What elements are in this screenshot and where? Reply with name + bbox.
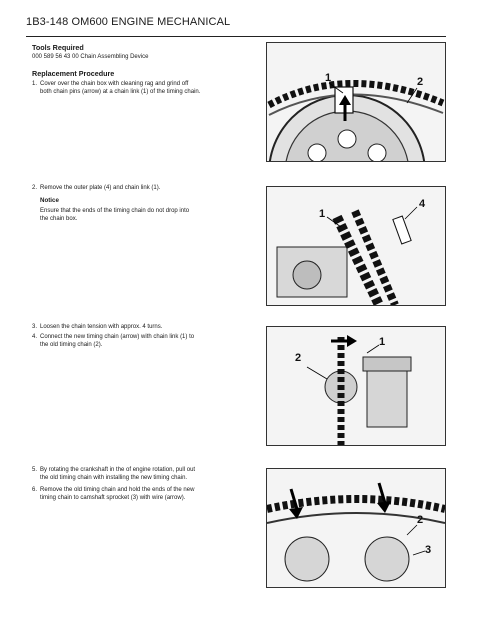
figure-1-illustration (267, 43, 445, 161)
figure-1-callout-1: 1 (325, 72, 332, 84)
page-header (26, 14, 446, 37)
notice-line: the chain box. (40, 216, 78, 223)
notice-text (40, 207, 254, 223)
step-5 (32, 466, 254, 482)
step-text-line: both chain pins (arrow) at a chain link (1) of the timing chain. (40, 89, 201, 96)
figure-4-secure-chain-with-wire (266, 468, 446, 588)
figure-3-connect-new-chain (266, 326, 446, 446)
step-1 (32, 80, 254, 96)
notice-heading: Notice (40, 197, 59, 204)
figure-4-illustration (267, 469, 445, 587)
figure-2-illustration (267, 187, 445, 305)
step-2 (32, 184, 254, 192)
figure-1-callout-2: 2 (417, 76, 424, 88)
replacement-procedure-heading: Replacement Procedure (32, 69, 115, 78)
step-3 (32, 323, 254, 331)
tool-item: 000 589 56 43 00 Chain Assembling Device (32, 54, 149, 60)
figure-3-callout-1: 1 (379, 336, 386, 348)
step-4 (32, 333, 254, 349)
step-number: 1. (32, 81, 38, 87)
step-text-line: timing chain to camshaft sprocket (3) with wire (arrow). (40, 495, 186, 502)
figure-2-callout-4: 4 (419, 198, 426, 210)
step-number: 6. (32, 487, 38, 493)
step-text-line: the old timing chain (2). (40, 342, 103, 349)
step-text-line: Connect the new timing chain (arrow) with chain link (1) to (40, 334, 195, 340)
figure-3-illustration (267, 327, 445, 445)
step-text-line: Loosen the chain tension with approx. 4 turns. (40, 324, 163, 330)
step-number: 3. (32, 324, 38, 330)
figure-2-remove-outer-plate (266, 186, 446, 306)
figure-4-callout-3: 3 (425, 544, 432, 556)
figure-3-callout-2: 2 (295, 352, 302, 364)
step-text-line: Remove the outer plate (4) and chain link (1). (40, 185, 161, 191)
page-title: 1B3-148 OM600 ENGINE MECHANICAL (26, 16, 231, 28)
step-text-line: By rotating the crankshaft in the of engine rotation, pull out (40, 467, 196, 473)
step-number: 4. (32, 334, 38, 340)
step-text-line: Cover over the chain box with cleaning rag and grind off (40, 81, 189, 87)
step-text-line: the old timing chain with installing the new timing chain. (40, 475, 188, 482)
step-number: 5. (32, 467, 38, 473)
tools-required-heading: Tools Required (32, 43, 84, 52)
step-6 (32, 486, 254, 502)
step-number: 2. (32, 185, 38, 191)
figure-1-grind-chain-pins (266, 42, 446, 162)
figure-4-callout-2: 2 (417, 514, 424, 526)
step-text-line: Remove the old timing chain and hold the ends of the new (40, 487, 195, 493)
notice-line: Ensure that the ends of the timing chain do not drop into (40, 208, 190, 214)
figure-2-callout-1: 1 (319, 208, 326, 220)
